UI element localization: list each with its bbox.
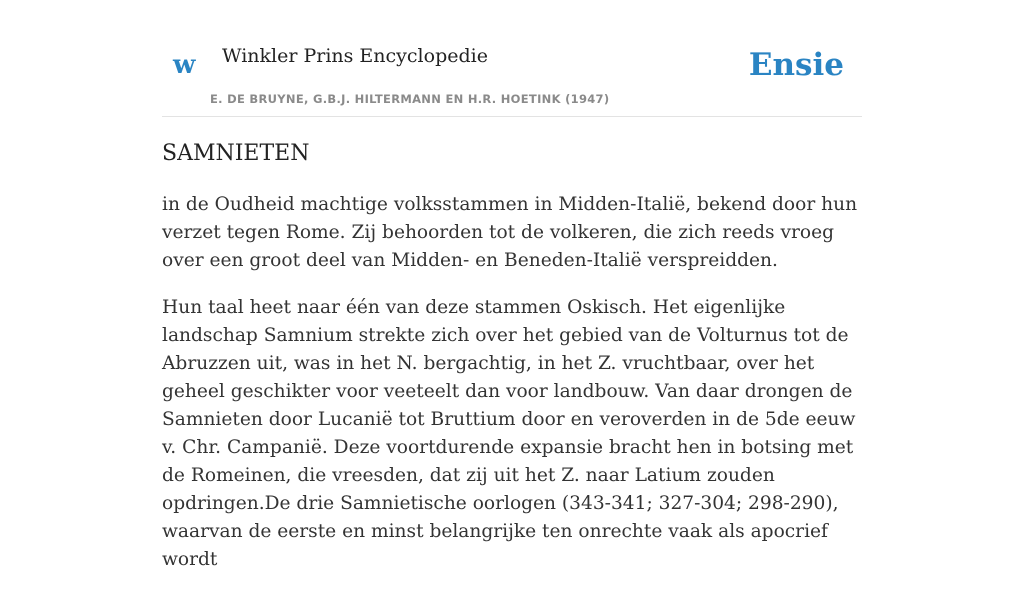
article-body [162, 191, 862, 574]
winkler-prins-logo[interactable]: w [173, 50, 196, 80]
article-title: SAMNIETEN [162, 141, 310, 166]
site-title[interactable]: Winkler Prins Encyclopedie [222, 45, 488, 67]
site-subtitle-authors: E. DE BRUYNE, G.B.J. HILTERMANN EN H.R. HOETINK (1947) [210, 92, 610, 106]
site-header [162, 0, 862, 117]
ensie-logo[interactable]: Ensie [748, 47, 844, 83]
article-paragraph: Hun taal heet naar één van deze stammen Oskisch. Het eigenlijke landschap Samnium strekte zich over het gebied van de Volturnus tot de Abruzzen uit, was in het N. bergachtig, in het Z. vruchtbaar, over het geheel geschikter voor veeteelt dan voor landbouw. Van daar drongen de Samnieten door Lucanië tot Bruttium door en veroverden in de 5de eeuw v. Chr. Campanië. Deze voortdurende expansie bracht hen in botsing met de Romeinen, die vreesden, dat zij uit het Z. naar Latium zouden opdringen.De drie Samnietische oorlogen (343-341; 327-304; 298-290), waarvan de eerste en minst belangrijke ten onrechte vaak als apocrief wordt [162, 296, 856, 570]
article-paragraph: in de Oudheid machtige volksstammen in Midden-Italië, bekend door hun verzet tegen Rome. Zij behoorden tot de volkeren, die zich reeds vroeg over een groot deel van Midden- en Beneden-Italië verspreidden. [162, 193, 858, 271]
article [162, 140, 862, 593]
